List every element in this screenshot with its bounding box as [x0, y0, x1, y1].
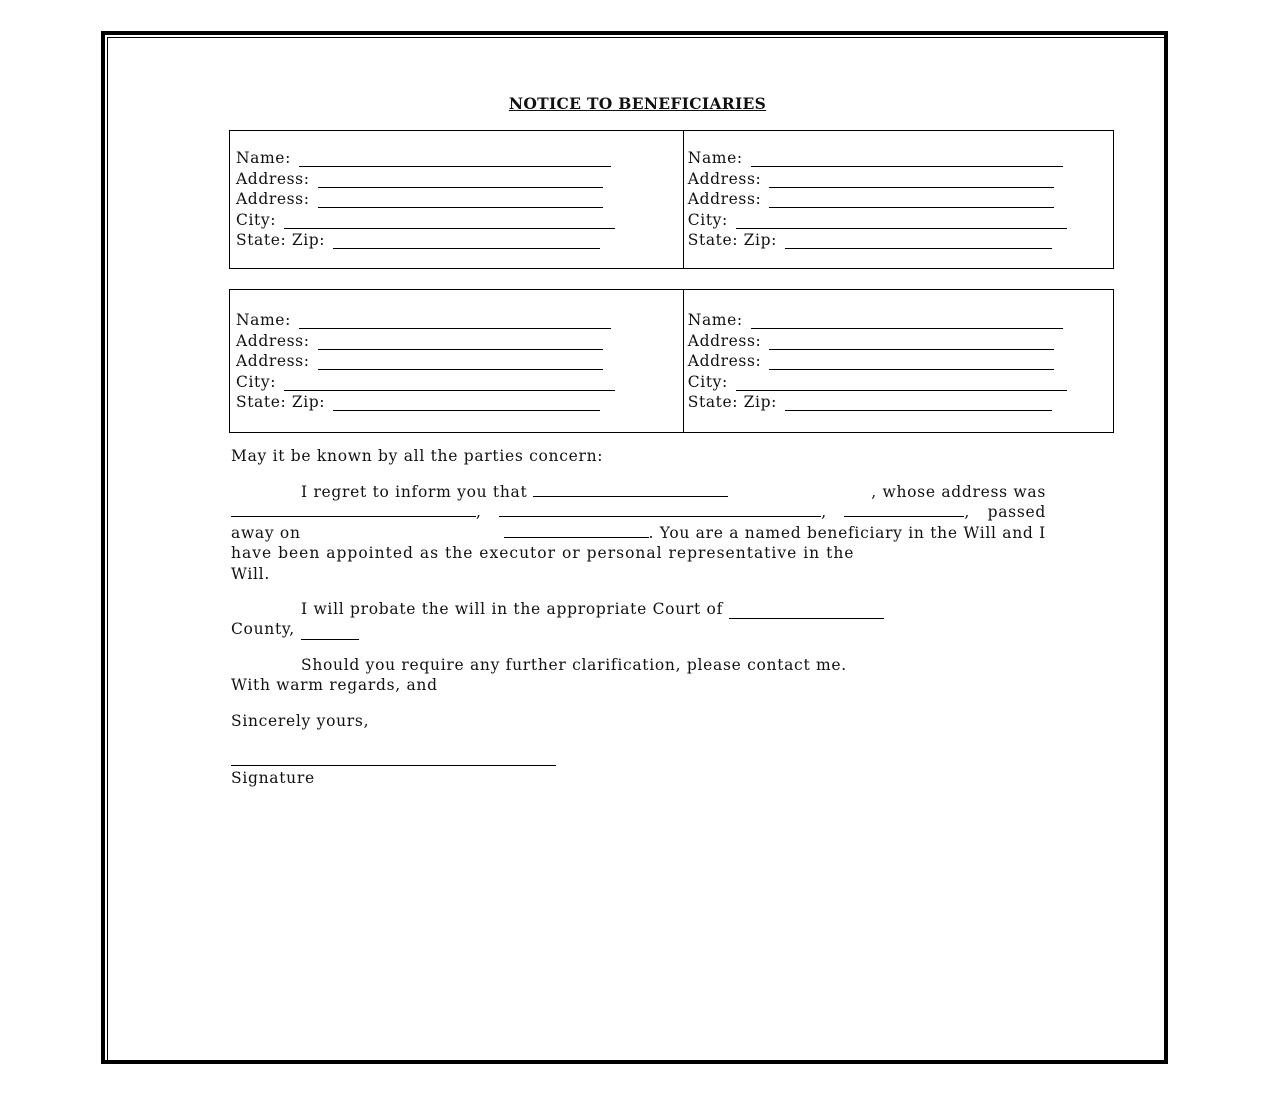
paragraph-contact — [231, 655, 1046, 696]
name-blank[interactable] — [299, 314, 611, 329]
city-label: City: — [687, 372, 728, 391]
beneficiary-box — [230, 131, 684, 269]
beneficiary-box — [230, 290, 684, 433]
beneficiary-box — [683, 131, 1113, 269]
address-blank[interactable] — [769, 355, 1054, 370]
address-label: Address: — [236, 352, 310, 371]
beneficiary-box — [683, 290, 1113, 433]
name-label: Name: — [236, 149, 291, 168]
p1-passed: passed — [987, 503, 1046, 522]
name-blank[interactable] — [751, 152, 1063, 167]
name-blank[interactable] — [299, 152, 611, 167]
state-zip-blank[interactable] — [785, 234, 1052, 249]
address-label: Address: — [687, 331, 762, 350]
state-zip-blank[interactable] — [333, 234, 600, 249]
court-county-blank[interactable] — [729, 604, 884, 619]
name-label: Name: — [687, 149, 743, 168]
address-blank[interactable] — [318, 193, 603, 208]
address-label: Address: — [687, 169, 762, 188]
address-blank[interactable] — [318, 335, 603, 350]
p3-text: Should you require any further clarification, please contact me. — [301, 655, 847, 674]
closing: Sincerely yours, — [231, 712, 370, 730]
city-blank[interactable] — [284, 376, 615, 391]
date-of-death-blank[interactable] — [504, 523, 649, 538]
beneficiary-table-top — [229, 130, 1114, 269]
beneficiary-table-bottom — [229, 289, 1114, 433]
state-zip-blank[interactable] — [785, 396, 1052, 411]
paragraph-notification: I regret to inform you that , whose address was , , , passed away on . You are a named beneficiary in the Will and I have been appointed as the executor or personal representative in the Will. — [231, 482, 1046, 583]
address-blank[interactable] — [769, 193, 1054, 208]
p2-text: I will probate the will in the appropriate Court of — [301, 599, 724, 618]
city-blank[interactable] — [736, 376, 1067, 391]
salutation: May it be known by all the parties concern: — [231, 447, 604, 465]
p2-county: County, — [231, 620, 295, 639]
city-blank[interactable] — [284, 214, 615, 229]
p3-line2: With warm regards, and — [231, 676, 438, 695]
name-label: Name: — [236, 311, 291, 330]
city-label: City: — [236, 210, 277, 229]
p1-whose: , whose address was — [871, 482, 1046, 501]
city-address-blank[interactable] — [499, 502, 821, 517]
address-blank[interactable] — [769, 335, 1054, 350]
p1-line5: Will. — [231, 564, 270, 583]
state-address-blank[interactable] — [844, 502, 964, 517]
address-label: Address: — [687, 352, 762, 371]
state-zip-label: State: Zip: — [687, 230, 777, 249]
court-state-blank[interactable] — [301, 625, 359, 640]
p1-rest: . You are a named beneficiary in the Will and I — [648, 523, 1046, 542]
state-zip-blank[interactable] — [333, 396, 600, 411]
address-blank[interactable] — [318, 355, 603, 370]
signature-label: Signature — [231, 769, 315, 787]
name-label: Name: — [687, 311, 743, 330]
address-label: Address: — [236, 331, 310, 350]
city-label: City: — [236, 372, 277, 391]
name-blank[interactable] — [751, 314, 1063, 329]
address-label: Address: — [236, 169, 310, 188]
paragraph-probate — [231, 599, 1046, 640]
address-label: Address: — [687, 190, 762, 209]
address-blank[interactable] — [318, 173, 603, 188]
state-zip-label: State: Zip: — [236, 392, 326, 411]
street-address-blank[interactable] — [231, 502, 476, 517]
deceased-name-blank[interactable] — [533, 482, 728, 497]
state-zip-label: State: Zip: — [687, 392, 777, 411]
state-zip-label: State: Zip: — [236, 230, 326, 249]
p1-away-on: away on — [231, 523, 301, 542]
document-title: NOTICE TO BENEFICIARIES — [508, 94, 767, 113]
signature-line[interactable] — [231, 765, 556, 766]
city-label: City: — [687, 210, 728, 229]
address-label: Address: — [236, 190, 310, 209]
address-blank[interactable] — [769, 173, 1054, 188]
p1-intro: I regret to inform you that — [301, 482, 528, 501]
p1-line4: have been appointed as the executor or personal representative in the — [231, 544, 855, 563]
city-blank[interactable] — [736, 214, 1067, 229]
